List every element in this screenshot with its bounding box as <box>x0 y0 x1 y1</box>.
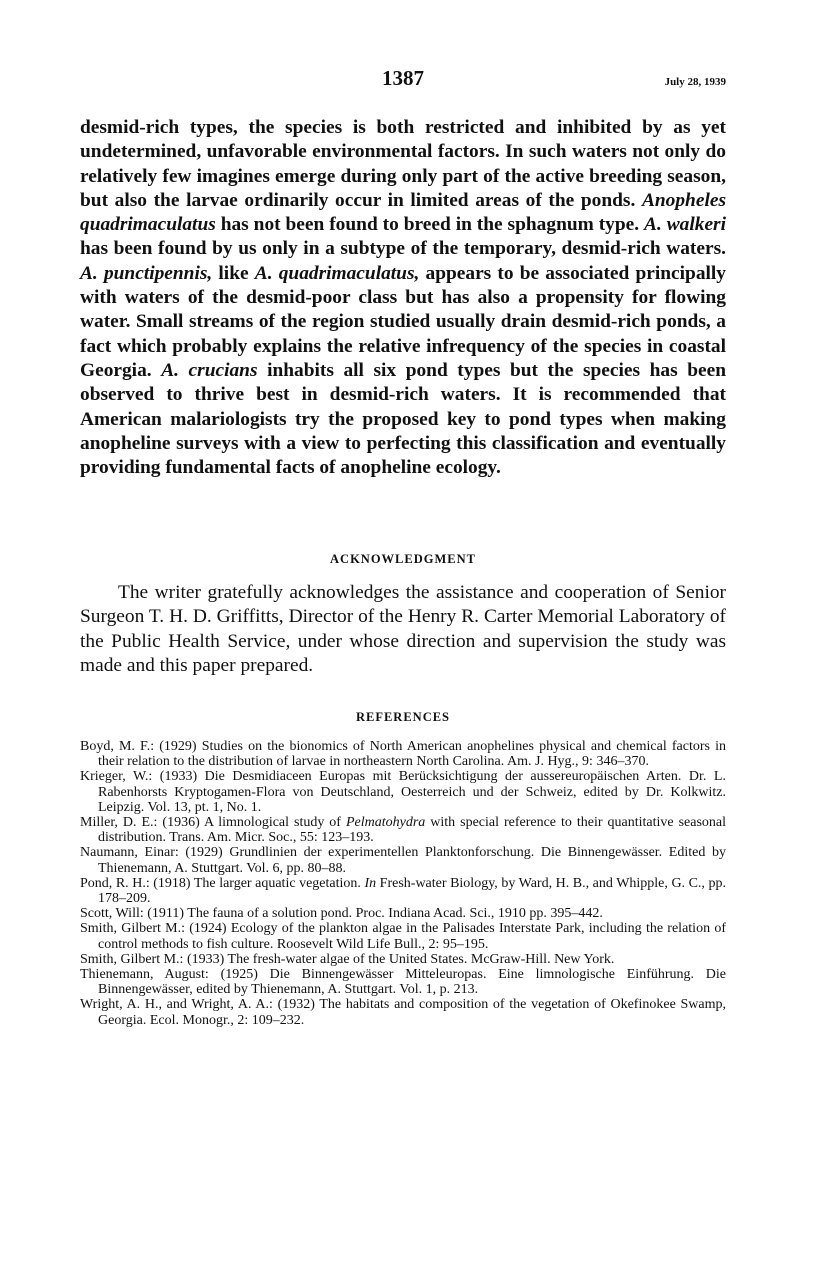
page-number: 1387 <box>382 66 424 90</box>
reference-text: with special reference to their quantitative seasonal distribution. Trans. Am. Micr. Soc., 55: 123–193. <box>98 815 726 846</box>
body-text-segment: like <box>212 262 255 284</box>
acknowledgment-heading: ACKNOWLEDGMENT <box>330 552 476 566</box>
species-name: A. punctipennis, <box>80 262 213 284</box>
references-heading: REFERENCES <box>355 710 451 724</box>
body-paragraph <box>80 116 726 480</box>
species-name: A. quadrimaculatus, <box>254 262 420 284</box>
body-text-segment: has been found by us only in a subtype of the temporary, desmid-rich waters. <box>80 238 726 260</box>
reference-text: Miller, D. E.: (1936) A limnological study of <box>80 815 346 831</box>
reference-item: Naumann, Einar: (1929) Grundlinien der experimentellen Planktonforschung. Die Binnengewässer. Edited by Thienemann, A. Stuttgart. Vol. 6, pp. 80–88. <box>80 845 726 876</box>
reference-italic: Pelmatohydra <box>345 815 426 831</box>
references-list <box>80 739 726 1028</box>
species-name: Anopheles quadrimaculatus <box>80 189 726 236</box>
reference-item: Boyd, M. F.: (1929) Studies on the bionomics of North American anophelines physical and chemical factors in their relation to the distribution of larvae in northeastern North Carolina. Am. J. Hyg., 9: 346–370. <box>80 739 726 770</box>
species-name: A. crucians <box>161 359 258 381</box>
body-text-segment: inhabits all six pond types but the species has been observed to thrive best in desmid-rich waters. It is recommended that American malariologists try the proposed key to pond types when making anopheline surveys with a view to perfecting this classification and eventually providing fundamental facts of anopheline ecology. <box>80 359 726 479</box>
reference-item: Krieger, W.: (1933) Die Desmidiaceen Europas mit Berücksichtigung der aussereuropäischen Arten. Dr. L. Rabenhorsts Kryptogamen-Flora von Deutschland, Oesterreich und der Schweiz, edited by Dr. Kolkwitz. Leipzig. Vol. 13, pt. 1, No. 1. <box>80 769 726 815</box>
page-header <box>80 66 726 96</box>
acknowledgment-text: The writer gratefully acknowledges the assistance and cooperation of Senior Surgeon T. H. D. Griffitts, Director of the Henry R. Carter Memorial Laboratory of the Public Health Service, under whose direction and supervision the study was made and this paper prepared. <box>80 582 726 677</box>
reference-text: Pond, R. H.: (1918) The larger aquatic vegetation. <box>80 875 365 891</box>
species-name: A. walkeri <box>644 214 726 236</box>
reference-item: Smith, Gilbert M.: (1924) Ecology of the plankton algae in the Palisades Interstate Park, including the relation of control methods to fish culture. Roosevelt Wild Life Bull., 2: 95–195. <box>80 921 726 952</box>
reference-item: Scott, Will: (1911) The fauna of a solution pond. Proc. Indiana Acad. Sci., 1910 pp. 395–442. <box>80 906 603 922</box>
body-text-segment: appears to be associated principally with waters of the desmid-poor class but has also a propensity for flowing water. Small streams of the region studied usually drain desmid-rich ponds, a fact which probably explains the relative infrequency of the species in coastal Georgia. <box>80 262 726 381</box>
reference-text: Fresh-water Biology, by Ward, H. B., and Whipple, G. C., pp. 178–209. <box>98 875 726 907</box>
issue-date: July 28, 1939 <box>664 76 726 88</box>
reference-item <box>80 876 726 906</box>
body-text-segment: has not been found to breed in the sphagnum type. <box>215 214 645 236</box>
reference-italic: In <box>364 875 377 891</box>
reference-item: Smith, Gilbert M.: (1933) The fresh-water algae of the United States. McGraw-Hill. New York. <box>80 951 615 967</box>
reference-item: Thienemann, August: (1925) Die Binnengewässer Mitteleuropas. Eine limnologische Einführung. Die Binnengewässer, edited by Thienemann, A. Stuttgart. Vol. 1, p. 213. <box>80 967 726 998</box>
body-text-segment: desmid-rich types, the species is both restricted and inhibited by as yet undetermined, unfavorable environmental factors. In such waters not only do relatively few imagines emerge during only part of the active breeding season, but also the larvae ordinarily occur in limited areas of the ponds. <box>80 117 726 211</box>
reference-item: Wright, A. H., and Wright, A. A.: (1932) The habitats and composition of the vegetation of Okefinokee Swamp, Georgia. Ecol. Monogr., 2: 109–232. <box>80 997 726 1028</box>
reference-item <box>80 815 726 845</box>
